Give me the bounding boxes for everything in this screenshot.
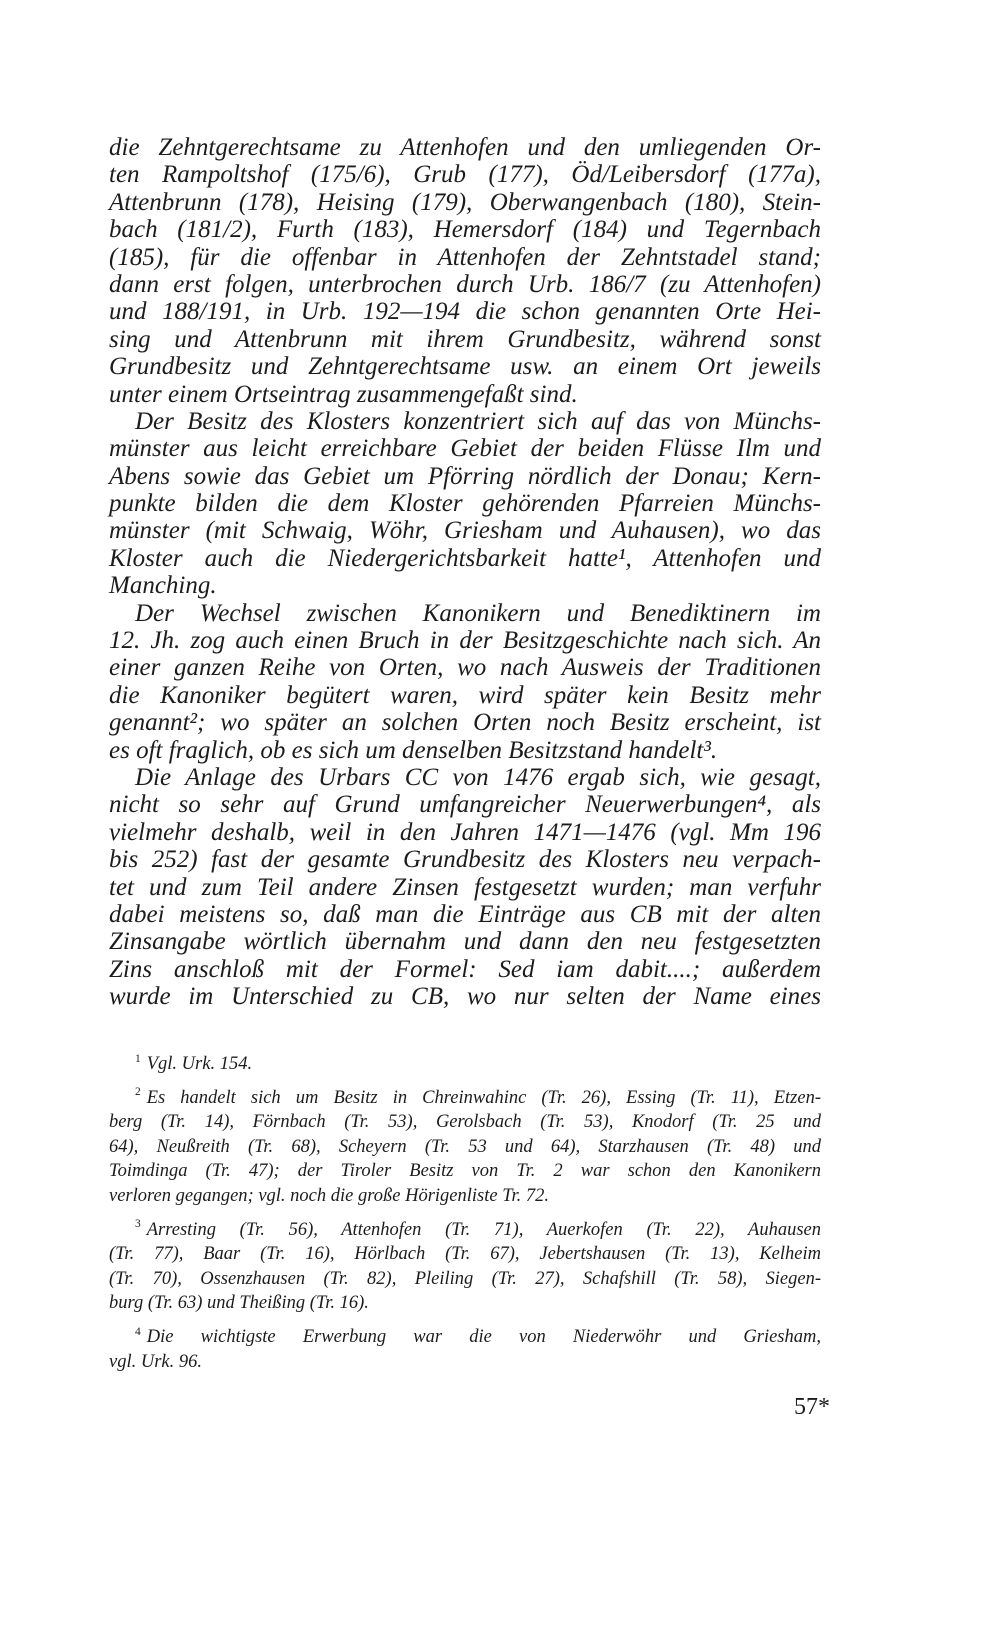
text-line: Kloster auch die Niedergerichtsbarkeit hatte¹, Attenhofen und [109, 544, 821, 572]
footnote-line: Toimdinga (Tr. 47); der Tiroler Besitz von Tr. 2 war schon den Kanonikern [109, 1161, 821, 1182]
text-line: vielmehr deshalb, weil in den Jahren 1471—1476 (vgl. Mm 196 [109, 818, 821, 846]
footnote-4 [109, 1325, 821, 1374]
body-text [109, 134, 821, 1011]
text-line: sing und Attenbrunn mit ihrem Grundbesitz, während sonst [109, 325, 821, 353]
text-line: Manching. [109, 572, 217, 600]
footnote-1 [109, 1052, 821, 1077]
text-line: wurde im Unterschied zu CB, wo nur selten der Name eines [109, 983, 821, 1011]
footnote-number: 2 [135, 1086, 141, 1099]
text-line: die Zehntgerechtsame zu Attenhofen und den umliegenden Or- [109, 134, 821, 161]
text-line: Zins anschloß mit der Formel: Sed iam dabit....; außerdem [109, 955, 821, 983]
text-line: münster (mit Schwaig, Wöhr, Griesham und Auhausen), wo das [109, 517, 821, 545]
text-line: (185), für die offenbar in Attenhofen der Zehntstadel stand; [109, 243, 821, 271]
text-line: genannt²; wo später an solchen Orten noch Besitz erscheint, ist [109, 709, 821, 737]
footnote-number: 1 [135, 1052, 141, 1065]
footnotes [109, 1052, 821, 1383]
footnote-text: Vgl. Urk. 154. [146, 1054, 253, 1074]
text-line: Der Wechsel zwischen Kanonikern und Benediktinern im [135, 599, 821, 627]
text-line: tet und zum Teil andere Zinsen festgesetzt wurden; man verfuhr [109, 873, 821, 901]
paragraph [109, 134, 821, 408]
text-line: bach (181/2), Furth (183), Hemersdorf (184) und Tegernbach [109, 216, 821, 244]
footnote-line: (Tr. 70), Ossenzhausen (Tr. 82), Pleiling (Tr. 27), Schafshill (Tr. 58), Siegen- [109, 1268, 821, 1289]
footnote-line [109, 1086, 821, 1111]
text-line: Abens sowie das Gebiet um Pförring nördlich der Donau; Kern- [109, 462, 821, 490]
paragraph [109, 408, 821, 600]
text-line: Zinsangabe wörtlich übernahm und dann den neu festgesetzten [109, 928, 821, 956]
footnote-3 [109, 1218, 821, 1316]
footnote-line [109, 1325, 821, 1350]
text-line: unter einem Ortseintrag zusammengefaßt sind. [109, 380, 578, 408]
footnote-text: Es handelt sich um Besitz in Chreinwahinc (Tr. 26), Essing (Tr. 11), Etzen- [146, 1087, 821, 1108]
footnote-number: 3 [135, 1218, 141, 1231]
footnote-line: (Tr. 77), Baar (Tr. 16), Hörlbach (Tr. 67), Jebertshausen (Tr. 13), Kelheim [109, 1244, 821, 1265]
text-line: dabei meistens so, daß man die Einträge aus CB mit der alten [109, 900, 821, 928]
text-line: ten Rampoltshof (175/6), Grub (177), Öd/Leibersdorf (177a), [109, 161, 821, 189]
footnote-line: 64), Neußreith (Tr. 68), Scheyern (Tr. 53 und 64), Starzhausen (Tr. 48) und [109, 1136, 821, 1157]
paragraph [109, 764, 821, 1011]
text-line: Grundbesitz und Zehntgerechtsame usw. an einem Ort jeweils [109, 353, 821, 381]
footnote-text: Arresting (Tr. 56), Attenhofen (Tr. 71), Auerkofen (Tr. 22), Auhausen [146, 1219, 821, 1240]
paragraph [109, 600, 821, 764]
text-line: bis 252) fast der gesamte Grundbesitz des Klosters neu verpach- [109, 846, 821, 874]
text-line: einer ganzen Reihe von Orten, wo nach Ausweis der Traditionen [109, 654, 821, 682]
footnote-line: burg (Tr. 63) und Theißing (Tr. 16). [109, 1293, 369, 1314]
page-number: 57* [794, 1394, 830, 1420]
footnote-line: vgl. Urk. 96. [109, 1351, 202, 1372]
text-line: und 188/191, in Urb. 192—194 die schon genannten Orte Hei- [109, 298, 821, 326]
text-line: punkte bilden die dem Kloster gehörenden Pfarreien Münchs- [109, 490, 821, 518]
text-line: münster aus leicht erreichbare Gebiet der beiden Flüsse Ilm und [109, 435, 821, 463]
footnote-line [109, 1052, 821, 1077]
footnote-text: Die wichtigste Erwerbung war die von Niederwöhr und Griesham, [146, 1326, 821, 1347]
text-line: nicht so sehr auf Grund umfangreicher Neuerwerbungen⁴, als [109, 791, 821, 819]
text-line: die Kanoniker begütert waren, wird später kein Besitz mehr [109, 681, 821, 709]
text-line: Attenbrunn (178), Heising (179), Oberwangenbach (180), Stein- [109, 188, 821, 216]
text-line: es oft fraglich, ob es sich um denselben Besitzstand handelt³. [109, 736, 718, 764]
footnote-line: berg (Tr. 14), Förnbach (Tr. 53), Gerolsbach (Tr. 53), Knodorf (Tr. 25 und [109, 1112, 821, 1133]
text-line: Der Besitz des Klosters konzentriert sich auf das von Münchs- [135, 407, 821, 435]
footnote-line: verloren gegangen; vgl. noch die große Hörigenliste Tr. 72. [109, 1185, 549, 1206]
text-line: dann erst folgen, unterbrochen durch Urb. 186/7 (zu Attenhofen) [109, 270, 821, 298]
footnote-line [109, 1218, 821, 1243]
text-line: 12. Jh. zog auch einen Bruch in der Besitzgeschichte nach sich. An [109, 627, 821, 655]
footnote-2 [109, 1086, 821, 1209]
text-line: Die Anlage des Urbars CC von 1476 ergab sich, wie gesagt, [135, 763, 821, 791]
footnote-number: 4 [135, 1325, 141, 1338]
